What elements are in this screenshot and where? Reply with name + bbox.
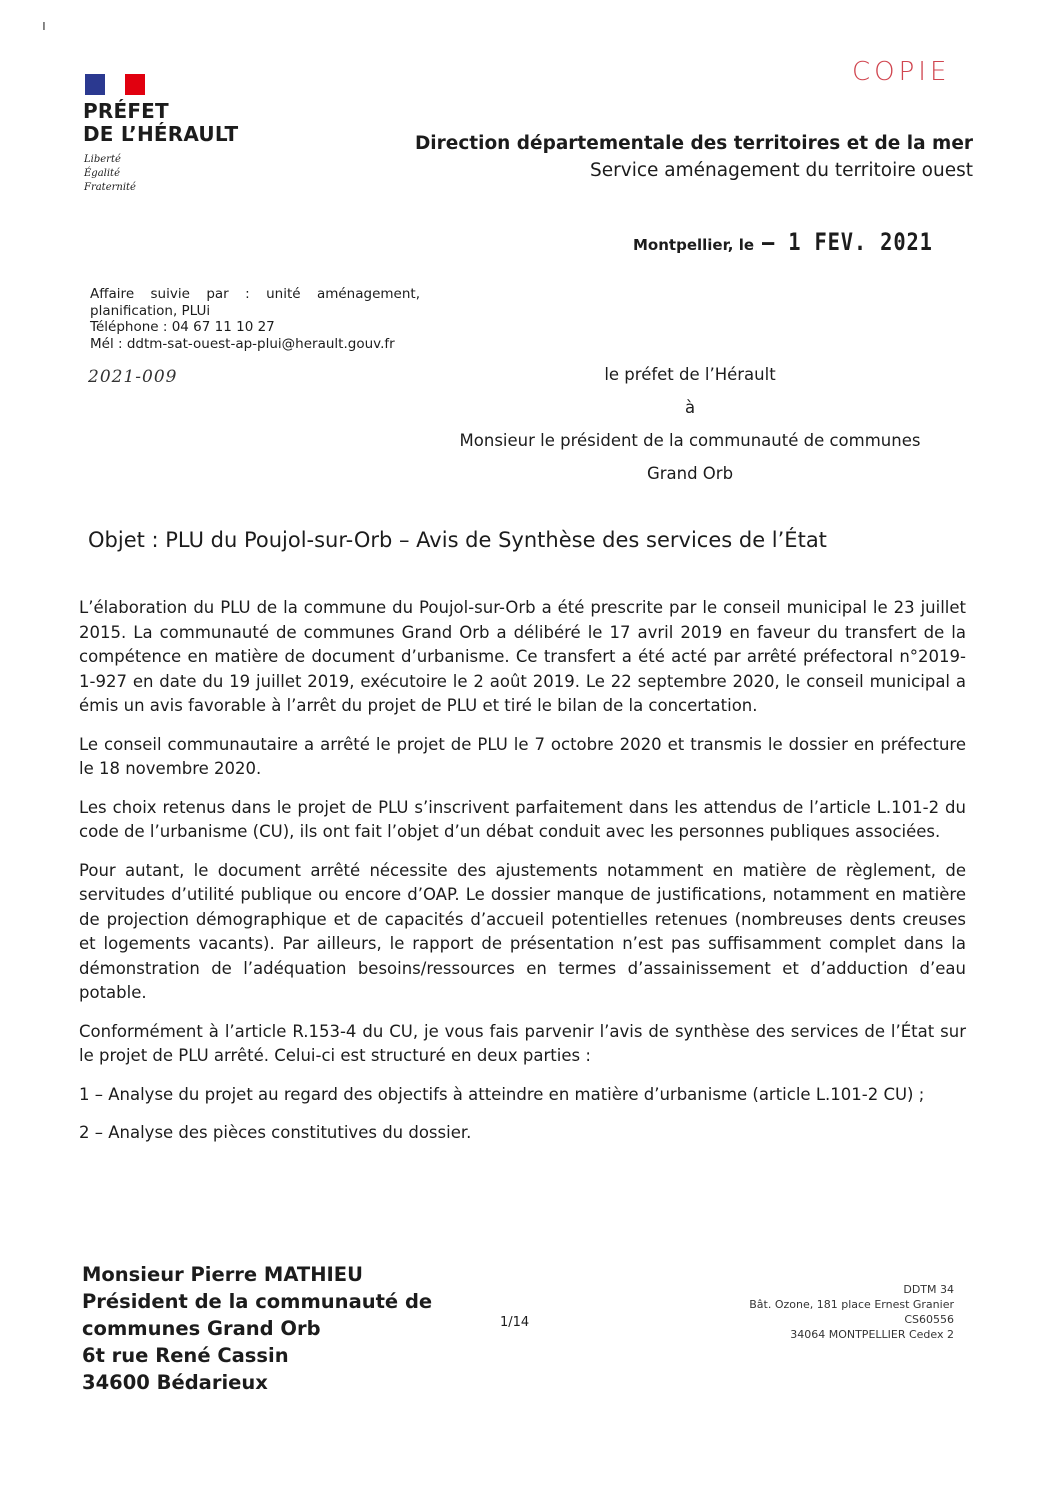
- recipient-org: Grand Orb: [646, 464, 734, 483]
- date-place-label: Montpellier, le: [633, 236, 755, 254]
- flag-red-band: [125, 74, 145, 95]
- letter-body: [79, 596, 966, 1160]
- motto-line: Liberté: [84, 154, 121, 165]
- addressee-street: 6t rue René Cassin: [82, 1344, 289, 1367]
- date-line: [633, 228, 963, 256]
- to-line: à: [684, 398, 696, 417]
- republic-motto: [84, 153, 136, 195]
- service-name: Service aménagement du territoire ouest: [590, 160, 973, 181]
- body-paragraph: Les choix retenus dans le projet de PLU s’inscrivent parfaitement dans les attendus de l’article L.101-2 du code de l’urbanisme (CU), ils ont fait l’objet d’un débat conduit avec les personnes publiques associées.: [79, 797, 966, 841]
- case-contact-block: [90, 286, 420, 352]
- addressee-city: 34600 Bédarieux: [82, 1371, 268, 1394]
- letter-subject: Objet : PLU du Poujol-sur-Orb – Avis de Synthèse des services de l’État: [88, 528, 827, 552]
- case-phone: Téléphone : 04 67 11 10 27: [90, 319, 275, 335]
- issuing-department: [415, 130, 973, 184]
- body-paragraph: 2 – Analyse des pièces constitutives du dossier.: [79, 1123, 472, 1142]
- case-email: Mél : ddtm-sat-ouest-ap-plui@herault.gouv.fr: [90, 335, 395, 352]
- body-paragraph: Le conseil communautaire a arrêté le projet de PLU le 7 octobre 2020 et transmis le dossier en préfecture le 18 novembre 2020.: [79, 734, 966, 778]
- department-name: Direction départementale des territoires et de la mer: [414, 133, 973, 154]
- addressee-org: communes Grand Orb: [82, 1317, 321, 1340]
- body-paragraph: Conformément à l’article R.153-4 du CU, je vous fais parvenir l’avis de synthèse des services de l’État sur le projet de PLU arrêté. Celui-ci est structuré en deux parties :: [79, 1021, 966, 1065]
- sender-address: [749, 1282, 954, 1342]
- sender-line: le préfet de l’Hérault: [604, 365, 776, 384]
- scan-mark: ı: [42, 18, 46, 34]
- copy-stamp: COPIE: [852, 57, 951, 87]
- body-paragraph: Pour autant, le document arrêté nécessite des ajustements notamment en matière de règlement, de servitudes d’utilité publique ou encore d’OAP. Le dossier manque de justifications, notamment en matière de projection démographique et de capacités d’accueil potentielles retenues (nombreuses dents creuses et logements vacants). Par ailleurs, le rapport de présentation n’est pas suffisamment complet dans la démonstration de l’adéquation besoins/ressources en termes d’assainissement et d’adduction d’eau potable.: [79, 860, 966, 1002]
- handwritten-reference: 2021-009: [88, 367, 178, 387]
- case-handler: Affaire suivie par : unité aménagement,: [90, 286, 420, 302]
- address-line: 34064 MONTPELLIER Cedex 2: [790, 1328, 954, 1341]
- flag-blue-band: [85, 74, 105, 95]
- body-paragraph: 1 – Analyse du projet au regard des objectifs à atteindre en matière d’urbanisme (article L.101-2 CU) ;: [79, 1084, 925, 1104]
- case-unit: planification, PLUi: [90, 302, 211, 319]
- recipient-title: Monsieur le président de la communauté de communes: [459, 431, 921, 450]
- addressee-name: Monsieur Pierre MATHIEU: [82, 1263, 363, 1286]
- addressee-title: Président de la communauté de: [82, 1290, 433, 1313]
- body-paragraph: L’élaboration du PLU de la commune du Poujol-sur-Orb a été prescrite par le conseil municipal le 23 juillet 2015. La communauté de communes Grand Orb a délibéré le 17 avril 2019 en faveur du transfert de la compétence en matière de document d’urbanisme. Ce transfert a été acté par arrêté préfectoral n°2019-1-927 en date du 19 juillet 2019, exécutoire le 2 août 2019. Le 22 septembre 2020, le conseil municipal a émis un avis favorable à l’arrêt du projet de PLU et tiré le bilan de la concertation.: [79, 598, 966, 715]
- motto-line: Fraternité: [84, 182, 136, 193]
- addressee-block: [82, 1261, 432, 1396]
- recipient-block: [440, 358, 940, 490]
- page-number: 1/14: [500, 1315, 530, 1330]
- prefet-title-line: PRÉFET: [83, 99, 169, 123]
- flag-white-band: [105, 74, 125, 95]
- prefet-title: [83, 100, 238, 146]
- republic-flag-logo: [85, 74, 145, 95]
- motto-line: Égalité: [84, 168, 120, 179]
- date-stamp: – 1 FEV. 2021: [762, 228, 933, 256]
- address-line: DDTM 34: [903, 1283, 954, 1296]
- address-line: CS60556: [904, 1313, 954, 1326]
- address-line: Bât. Ozone, 181 place Ernest Granier: [749, 1298, 954, 1311]
- prefet-title-line: DE L’HÉRAULT: [83, 122, 239, 146]
